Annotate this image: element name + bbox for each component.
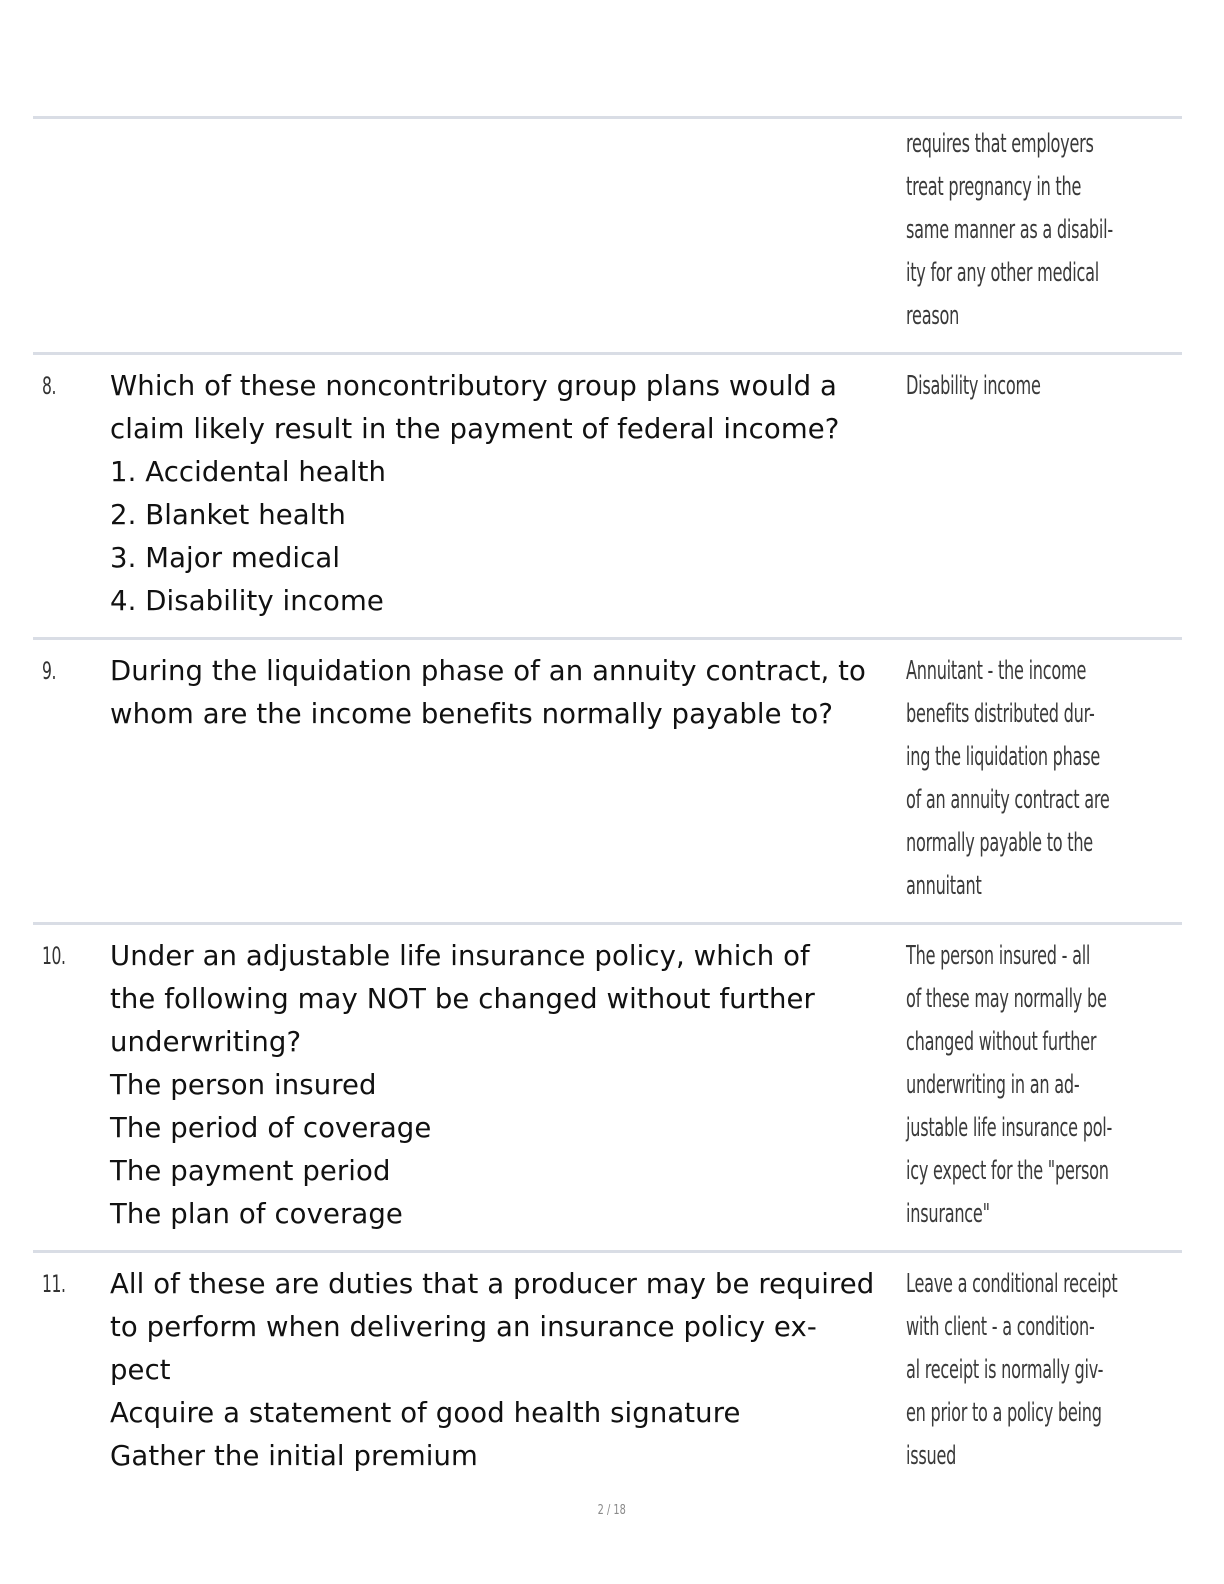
- question-text: [110, 123, 906, 338]
- answer-line: requires that employers: [906, 129, 1094, 159]
- answer-line: treat pregnancy in the: [906, 172, 1082, 202]
- question-line: During the liquidation phase of an annuity contract, to: [110, 655, 866, 687]
- answer-line: The person insured - all: [906, 941, 1091, 971]
- question-line: Acquire a statement of good health signature: [110, 1397, 741, 1429]
- question-line: Gather the initial premium: [110, 1440, 478, 1472]
- question-line: The person insured: [110, 1069, 377, 1101]
- question-line: whom are the income benefits normally payable to?: [110, 698, 834, 730]
- question-line: the following may NOT be changed without further: [110, 983, 815, 1015]
- table-row: [33, 640, 1182, 925]
- question-line: 2. Blanket health: [110, 499, 346, 531]
- answer-line: insurance": [906, 1199, 990, 1229]
- question-line: Which of these noncontributory group plans would a: [110, 370, 838, 402]
- answer-text: [906, 365, 1182, 623]
- question-line: Under an adjustable life insurance policy, which of: [110, 940, 810, 972]
- answer-line: Annuitant - the income: [906, 656, 1087, 686]
- answer-text: [906, 123, 1224, 338]
- answer-line: justable life insurance pol-: [906, 1113, 1113, 1143]
- answer-line: ity for any other medical: [906, 258, 1099, 288]
- question-line: pect: [110, 1354, 171, 1386]
- question-line: to perform when delivering an insurance policy ex-: [110, 1311, 817, 1343]
- answer-line: benefits distributed dur-: [906, 699, 1095, 729]
- question-line: 4. Disability income: [110, 585, 384, 617]
- question-line: The plan of coverage: [110, 1198, 403, 1230]
- question-line: All of these are duties that a producer may be required: [110, 1268, 875, 1300]
- answer-line: ing the liquidation phase: [906, 742, 1101, 772]
- question-line: 1. Accidental health: [110, 456, 387, 488]
- question-line: 3. Major medical: [110, 542, 341, 574]
- page-indicator-text: 2 / 18: [597, 1503, 627, 1518]
- flashcard-table: [33, 116, 1182, 1492]
- question-text: [110, 650, 906, 908]
- answer-line: reason: [906, 301, 960, 331]
- table-row: [33, 119, 1182, 355]
- answer-text: [906, 935, 1224, 1236]
- question-text: [110, 365, 906, 623]
- answer-text: [906, 1263, 1224, 1478]
- answer-line: issued: [906, 1441, 957, 1471]
- question-number: 8.: [42, 372, 57, 400]
- answer-line: Leave a conditional receipt: [906, 1269, 1118, 1299]
- question-line: underwriting?: [110, 1026, 302, 1058]
- answer-line: annuitant: [906, 871, 982, 901]
- question-line: claim likely result in the payment of federal income?: [110, 413, 840, 445]
- answer-line: of these may normally be: [906, 984, 1107, 1014]
- page-indicator: [0, 1503, 1224, 1518]
- answer-line: icy expect for the "person: [906, 1156, 1109, 1186]
- answer-line: same manner as a disabil-: [906, 215, 1113, 245]
- question-line: The period of coverage: [110, 1112, 432, 1144]
- question-number: 11.: [42, 1270, 66, 1298]
- question-number: [33, 123, 110, 338]
- answer-line: Disability income: [906, 371, 1041, 401]
- answer-line: with client - a condition-: [906, 1312, 1095, 1342]
- answer-line: en prior to a policy being: [906, 1398, 1102, 1428]
- answer-line: underwriting in an ad-: [906, 1070, 1080, 1100]
- answer-line: changed without further: [906, 1027, 1097, 1057]
- answer-line: normally payable to the: [906, 828, 1093, 858]
- question-number: 9.: [42, 657, 57, 685]
- table-row: [33, 925, 1182, 1253]
- question-number: 10.: [42, 942, 66, 970]
- table-row: [33, 355, 1182, 640]
- answer-line: al receipt is normally giv-: [906, 1355, 1104, 1385]
- table-row: [33, 1253, 1182, 1492]
- answer-text: [906, 650, 1224, 908]
- question-line: The payment period: [110, 1155, 391, 1187]
- question-text: [110, 935, 906, 1236]
- answer-line: of an annuity contract are: [906, 785, 1110, 815]
- question-text: [110, 1263, 906, 1478]
